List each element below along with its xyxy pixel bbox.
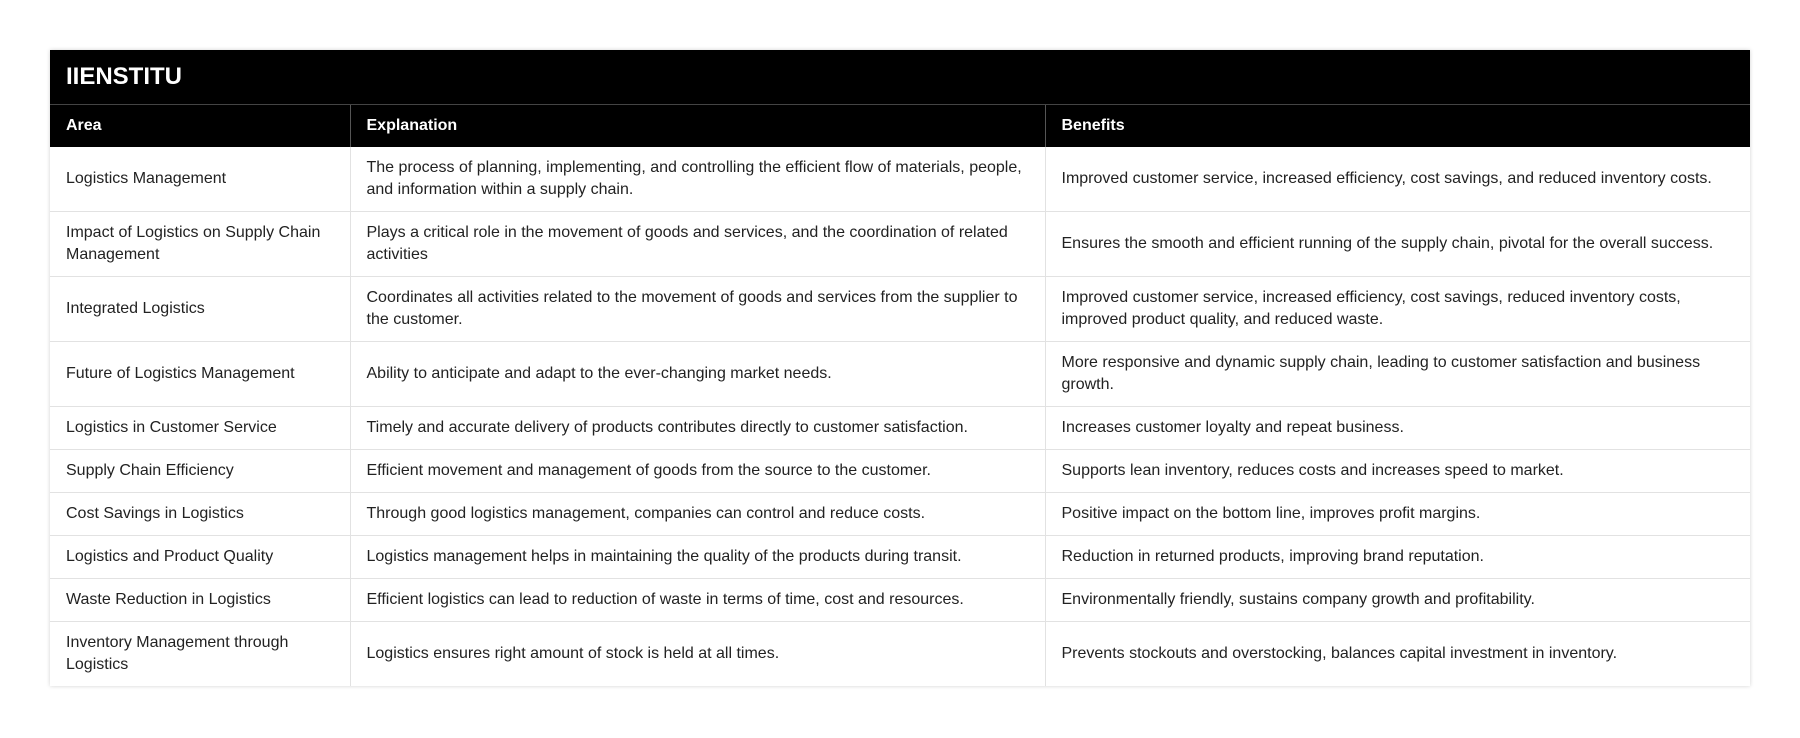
data-table <box>50 105 1750 686</box>
cell-area: Logistics Management <box>50 147 350 212</box>
cell-area: Future of Logistics Management <box>50 342 350 407</box>
cell-benefits: Increases customer loyalty and repeat business. <box>1045 407 1750 450</box>
cell-explanation: The process of planning, implementing, and controlling the efficient flow of materials, people, and information within a supply chain. <box>350 147 1045 212</box>
table-row <box>50 277 1750 342</box>
cell-benefits: Environmentally friendly, sustains company growth and profitability. <box>1045 579 1750 622</box>
table-row <box>50 147 1750 212</box>
cell-explanation: Coordinates all activities related to the movement of goods and services from the supplier to the customer. <box>350 277 1045 342</box>
cell-explanation: Through good logistics management, companies can control and reduce costs. <box>350 493 1045 536</box>
cell-benefits: Reduction in returned products, improving brand reputation. <box>1045 536 1750 579</box>
cell-explanation: Logistics management helps in maintaining the quality of the products during transit. <box>350 536 1045 579</box>
cell-explanation: Ability to anticipate and adapt to the ever-changing market needs. <box>350 342 1045 407</box>
cell-benefits: Improved customer service, increased efficiency, cost savings, reduced inventory costs, improved product quality, and reduced waste. <box>1045 277 1750 342</box>
cell-benefits: More responsive and dynamic supply chain, leading to customer satisfaction and business growth. <box>1045 342 1750 407</box>
cell-benefits: Prevents stockouts and overstocking, balances capital investment in inventory. <box>1061 645 1618 662</box>
cell-area: Cost Savings in Logistics <box>50 493 350 536</box>
cell-explanation: Logistics ensures right amount of stock is held at all times. <box>350 622 1045 687</box>
cell-area: Impact of Logistics on Supply Chain Management <box>50 212 350 277</box>
cell-explanation: Plays a critical role in the movement of goods and services, and the coordination of related activities <box>350 212 1045 277</box>
cell-area: Supply Chain Efficiency <box>50 450 350 493</box>
table-title: IIENSTITU <box>50 50 1750 105</box>
table-row <box>50 579 1750 622</box>
cell-benefits: Ensures the smooth and efficient running of the supply chain, pivotal for the overall success. <box>1045 212 1750 277</box>
table-row <box>50 342 1750 407</box>
data-table-container <box>50 50 1750 686</box>
cell-explanation: Efficient movement and management of goods from the source to the customer. <box>350 450 1045 493</box>
column-header-benefits: Benefits <box>1045 105 1750 147</box>
cell-area: Logistics in Customer Service <box>50 407 350 450</box>
table-row <box>50 212 1750 277</box>
column-header-explanation: Explanation <box>350 105 1045 147</box>
table-row <box>50 536 1750 579</box>
cell-explanation: Timely and accurate delivery of products contributes directly to customer satisfaction. <box>350 407 1045 450</box>
table-row <box>50 622 1750 687</box>
table-row <box>50 407 1750 450</box>
cell-explanation: Efficient logistics can lead to reduction of waste in terms of time, cost and resources. <box>350 579 1045 622</box>
table-header-row <box>50 105 1750 147</box>
cell-area: Integrated Logistics <box>50 277 350 342</box>
cell-area: Inventory Management through Logistics <box>50 622 350 687</box>
column-header-area: Area <box>50 105 350 147</box>
table-row <box>50 450 1750 493</box>
cell-benefits: Improved customer service, increased efficiency, cost savings, and reduced inventory costs. <box>1045 147 1750 212</box>
cell-area: Logistics and Product Quality <box>50 536 350 579</box>
cell-benefits: Supports lean inventory, reduces costs and increases speed to market. <box>1045 450 1750 493</box>
cell-benefits: Positive impact on the bottom line, improves profit margins. <box>1045 493 1750 536</box>
table-row <box>50 493 1750 536</box>
cell-area: Waste Reduction in Logistics <box>50 579 350 622</box>
